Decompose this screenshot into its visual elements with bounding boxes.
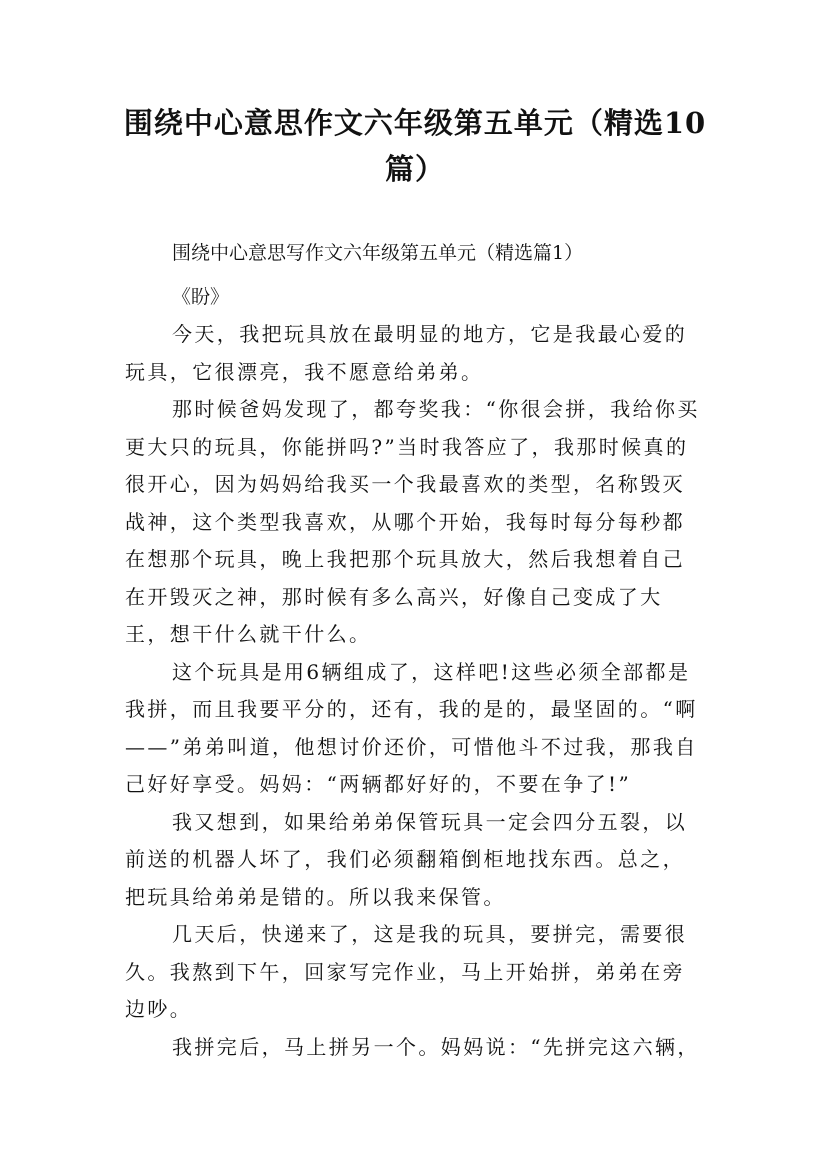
paragraph: 那时候爸妈发现了，都夸奖我：“你很会拼，我给你买更大只的玩具，你能拼吗?”当时我答应了，我那时候真的很开心，因为妈妈给我买一个我最喜欢的类型，名称毁灭战神，这个类型我喜欢，从哪个开始，我每时每分每秒都在想那个玩具，晚上我把那个玩具放大，然后我想着自己在开毁灭之神，那时候有多么高兴，好像自己变成了大王，想干什么就干什么。 [125,397,700,646]
essay-title: 《盼》 [172,286,230,308]
paragraph: 我又想到，如果给弟弟保管玩具一定会四分五裂，以前送的机器人坏了，我们必须翻箱倒柜地找东西。总之，把玩具给弟弟是错的。所以我来保管。 [125,809,688,909]
paragraph: 几天后，快递来了，这是我的玩具，要拼完，需要很久。我熬到下午，回家写完作业，马上开始拼，弟弟在旁边吵。 [125,922,688,1021]
paragraph: 今天，我把玩具放在最明显的地方，它是我最心爱的玩具，它很漂亮，我不愿意给弟弟。 [125,322,688,384]
section-subtitle: 围绕中心意思写作文六年级第五单元（精选篇1） [172,242,584,264]
document-title: 围绕中心意思作文六年级第五单元（精选10篇） [123,106,707,186]
essay-body [125,316,705,1066]
paragraph: 这个玩具是用6辆组成了，这样吧!这些必须全部都是我拼，而且我要平分的，还有，我的是的，最坚固的。“啊——”弟弟叫道，他想讨价还价，可惜他斗不过我，那我自己好好享受。妈妈：“两辆都好好的，不要在争了!” [125,659,698,796]
paragraph: 我拼完后，马上拼另一个。妈妈说：“先拼完这六辆， [172,1034,700,1059]
